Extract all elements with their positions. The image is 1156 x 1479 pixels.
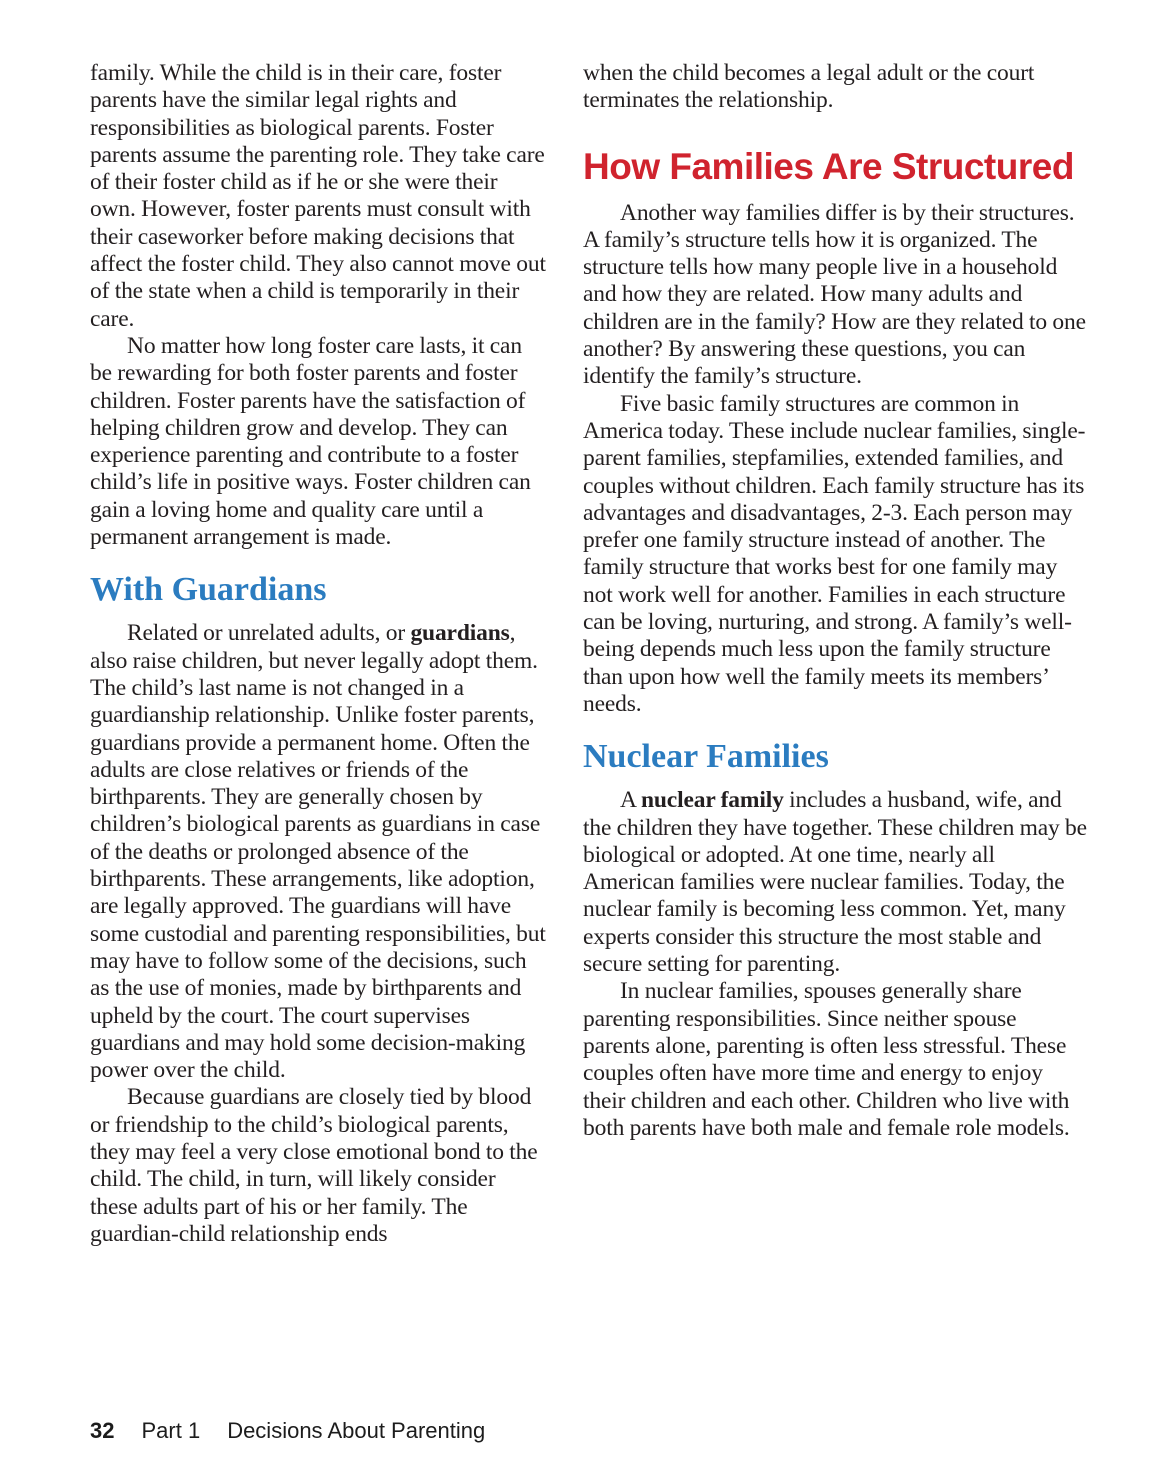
paragraph-text: In nuclear families, spouses generally share parenting responsibilities. Since neither spouse parents alone, parenting is often less stressful. These couples often have more time and energy to enjoy their children and each other. Children who live with both parents have both male and female role models. [583,978,1070,1141]
bold-key-term: guardians [410,620,510,647]
body-paragraph [583,391,1088,719]
page-footer [90,1418,485,1444]
paragraph-text: A [620,787,641,814]
left-column [90,60,548,1248]
body-paragraph [90,60,548,333]
body-paragraph [583,200,1088,391]
paragraph-text: Another way families differ is by their structures. A family’s structure tells how it is organized. The structure tells how many people live in a household and how they are related. How many adults and children are in the family? How are they related to one another? By answering these questions, you can identify the family’s structure. [583,199,1086,390]
subsection-heading-nuclear-families: Nuclear Families [583,738,829,776]
footer-section-title: Decisions About Parenting [227,1418,486,1443]
footer-part-label: Part 1 [141,1418,201,1443]
subsection-heading-with-guardians: With Guardians [90,571,327,609]
body-paragraph [90,620,548,1084]
bold-key-term: nuclear family [640,787,784,814]
page-number: 32 [90,1418,115,1443]
paragraph-text: Related or unrelated adults, or [127,620,411,647]
paragraph-text: includes a husband, wife, and the children they have together. These children may be biological or adopted. At one time, nearly all American families were nuclear families. Today, the nuclear family is becoming less common. Yet, many experts consider this structure the most stable and secure setting for parenting. [583,787,1087,978]
body-paragraph [583,787,1088,978]
paragraph-text: family. While the child is in their care, foster parents have the similar legal rights and responsibilities as biological parents. Foster parents assume the parenting role. They take care of their foster child as if he or she were their own. However, foster parents must consult with their caseworker before making decisions that affect the foster child. They also cannot move out of the state when a child is temporarily in their care. [90,60,546,332]
section-heading-how-families-are-structured: How Families Are Structured [583,145,1074,187]
paragraph-text: Five basic family structures are common in America today. These include nuclear families, single-parent families, stepfamilies, extended families, and couples without children. Each family structure has its advantages and disadvantages, 2-3. Each person may prefer one family structure instead of another. The family structure that works best for one family may not work well for another. Families in each structure can be loving, nurturing, and strong. A family’s well-being depends much less upon the family structure than upon how well the family meets its members’ needs. [583,390,1086,717]
body-paragraph [90,1084,548,1248]
body-paragraph [583,60,1088,115]
paragraph-text: No matter how long foster care lasts, it can be rewarding for both foster parents and foster children. Foster parents have the satisfaction of helping children grow and develop. They can experience parenting and contribute to a foster child’s life in positive ways. Foster children can gain a loving home and quality care until a permanent arrangement is made. [90,332,531,551]
two-column-text-area [90,60,1088,1248]
paragraph-text: , also raise children, but never legally adopt them. The child’s last name is not changed in a guardianship relationship. Unlike foster parents, guardians provide a permanent home. Often the adults are close relatives or friends of the birthparents. They are generally chosen by children’s biological parents as guardians in case of the deaths or prolonged absence of the birthparents. These arrangements, like adoption, are legally approved. The guardians will have some custodial and parenting responsibilities, but may have to follow some of the decisions, such as the use of monies, made by birthparents and upheld by the court. The court supervises guardians and may hold some decision-making power over the child. [90,620,546,1084]
paragraph-text: when the child becomes a legal adult or the court terminates the relationship. [583,60,1035,114]
right-column [583,60,1088,1142]
body-paragraph [583,978,1088,1142]
paragraph-text: Because guardians are closely tied by blood or friendship to the child’s biological parents, they may feel a very close emotional bond to the child. The child, in turn, will likely consider these adults part of his or her family. The guardian-child relationship ends [90,1084,538,1247]
body-paragraph [90,333,548,551]
